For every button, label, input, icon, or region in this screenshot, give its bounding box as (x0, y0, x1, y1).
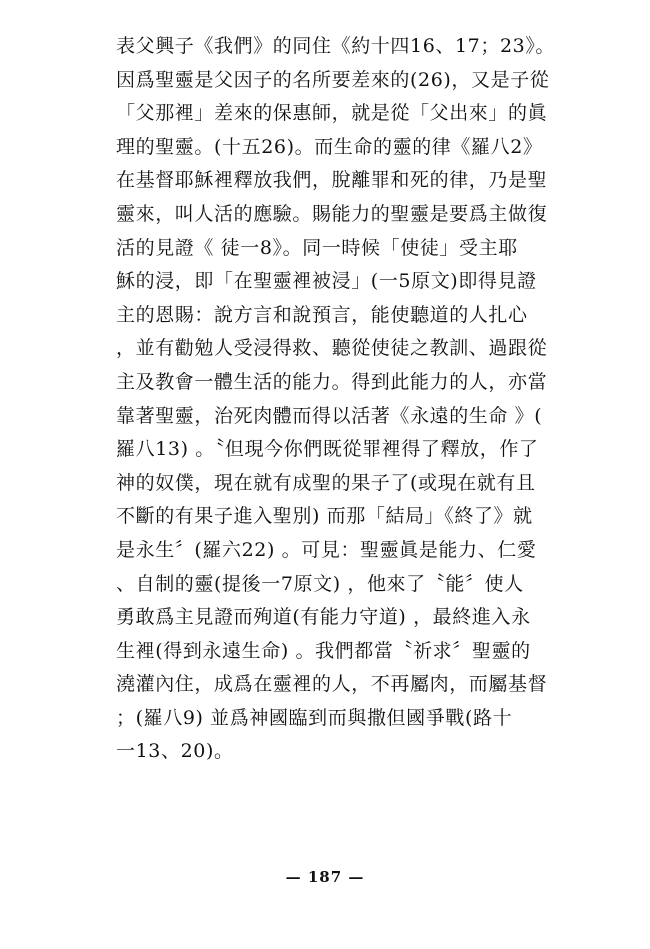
text-line: 活的見證《 徒一8》。同一時候「使徒」受主耶 (116, 236, 518, 259)
text-line: 在基督耶穌裡釋放我們，脫離罪和死的律，乃是聖 (116, 169, 548, 192)
body-text (116, 30, 596, 769)
text-line: 穌的浸，即「在聖靈裡被浸」(一5原文)即得見證 (116, 270, 537, 293)
text-line: 「父那裡」差來的保惠師，就是從「父出來」的眞 (116, 102, 548, 125)
text-line: 、自制的靈(提後一7原文) ，他來了〝能〞使人 (116, 572, 524, 595)
text-line: 因爲聖靈是父因子的名所要差來的(26)，又是子從 (116, 68, 550, 91)
text-line: 羅八13) 。〝但現今你們既從罪裡得了釋放，作了 (116, 438, 539, 461)
text-line: 不斷的有果子進入聖別) 而那「結局」《終了》就 (116, 505, 533, 528)
text-line: 神的奴僕，現在就有成聖的果子了(或現在就有且 (116, 471, 536, 494)
text-line: 生裡(得到永遠生命) 。我們都當〝祈求〞聖靈的 (116, 639, 531, 662)
text-line: 主及教會一體生活的能力。得到此能力的人，亦當 (116, 370, 548, 393)
text-line: 一13、20)。 (116, 740, 234, 763)
text-line: 勇敢爲主見證而殉道(有能力守道) ，最終進入永 (116, 606, 531, 629)
text-line: ；(羅八9) 並爲神國臨到而與撒但國爭戰(路十 (116, 706, 513, 729)
text-line: 表父興子《我們》的同住《約十四16、17；23》。 (116, 35, 556, 57)
text-line: 理的聖靈。(十五26)。而生命的靈的律《羅八2》 (116, 135, 543, 158)
text-line: ，並有勸勉人受浸得救、聽從使徒之教訓、過跟從 (116, 337, 548, 360)
text-line: 靠著聖靈，治死肉體而得以活著《永遠的生命 》( (116, 404, 543, 427)
text-line: 主的恩賜：說方言和說預言，能使聽道的人扎心 (116, 303, 528, 326)
text-line: 是永生〞(羅六22) 。可見：聖靈眞是能力、仁愛 (116, 538, 537, 561)
text-line: 靈來，叫人活的應驗。賜能力的聖靈是要爲主做復 (116, 202, 548, 225)
text-line: 澆灌內住，成爲在靈裡的人，不再屬肉，而屬基督 (116, 673, 548, 696)
page-number: — 187 — (285, 868, 365, 886)
